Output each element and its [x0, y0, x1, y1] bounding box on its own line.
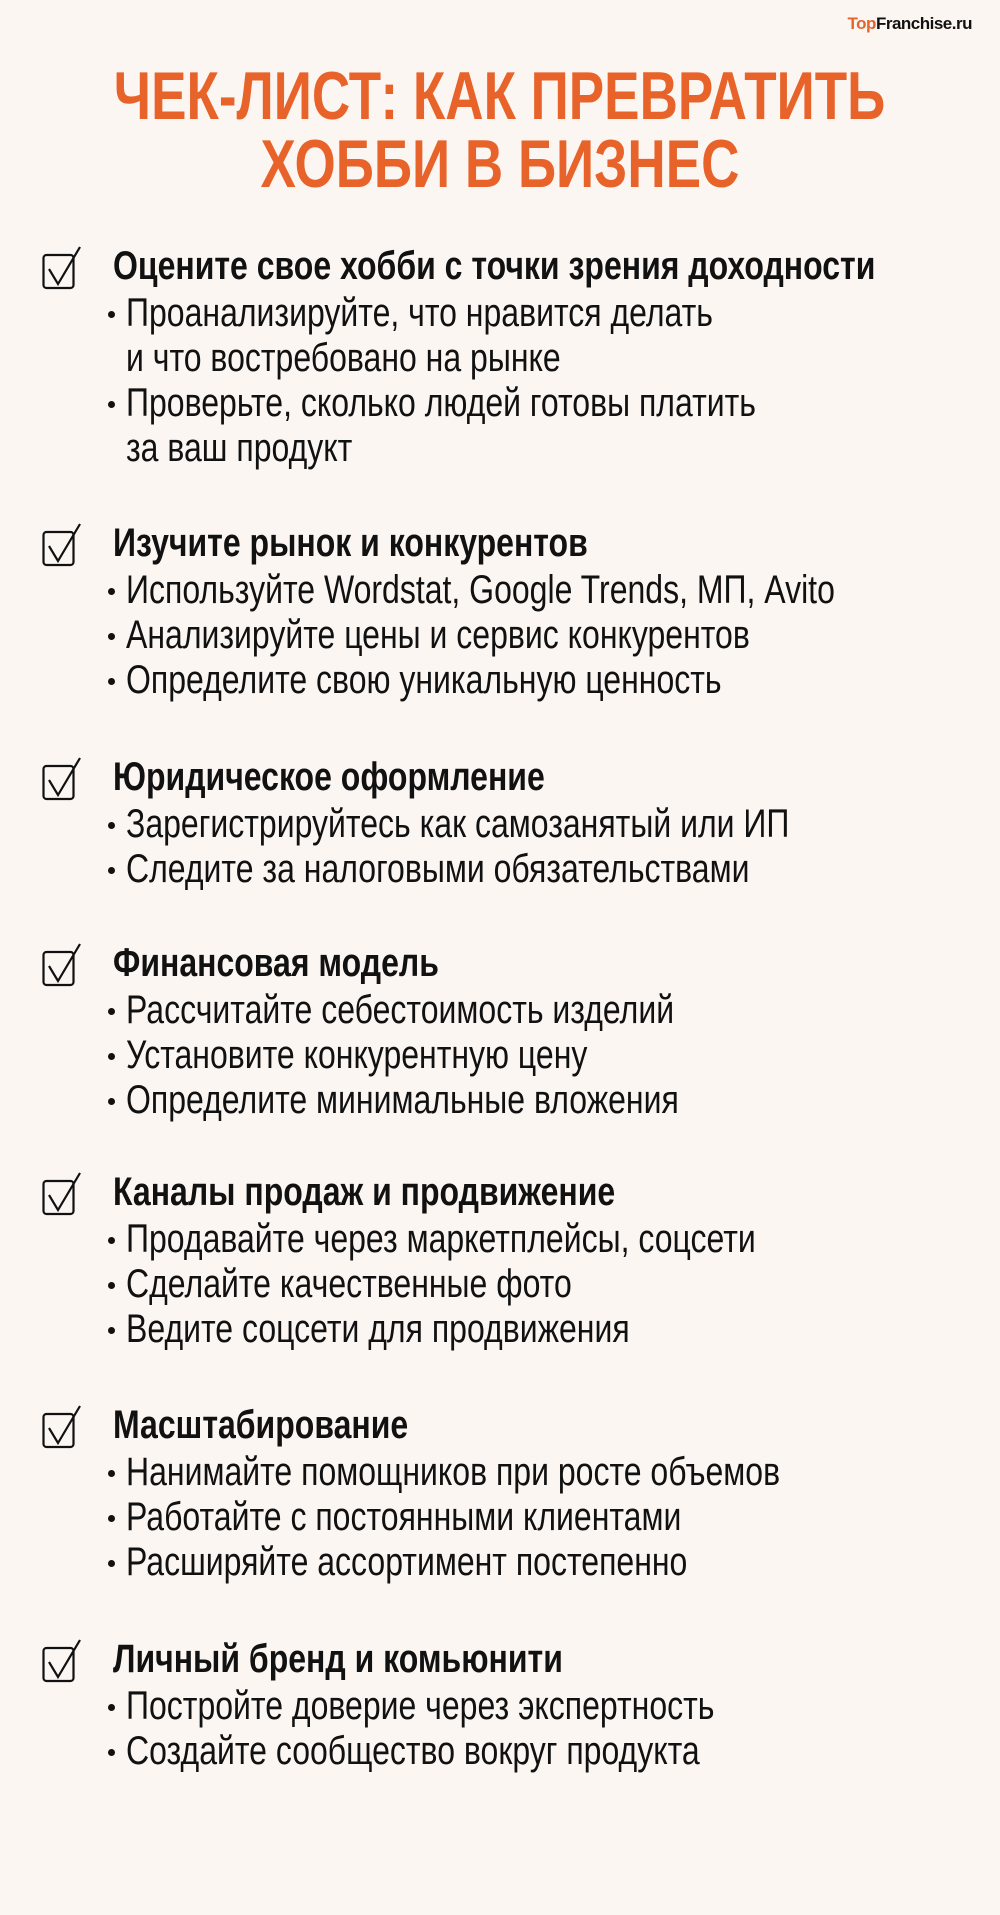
bullet-text: Используйте Wordstat, Google Trends, МП, Avito: [126, 568, 835, 612]
bullet-item: [108, 613, 1000, 658]
logo-franchise: Franchise.ru: [875, 14, 972, 33]
bullet-dot-icon: [108, 401, 115, 408]
logo-top: Top: [847, 14, 876, 33]
checkbox-checked-icon: [42, 942, 82, 988]
section-heading: Юридическое оформление: [113, 755, 545, 799]
bullet-item: [108, 658, 1000, 703]
bullet-item: [108, 1307, 913, 1352]
checkbox-checked-icon: [42, 245, 82, 291]
bullet-text: Ведите соцсети для продвижения: [126, 1307, 630, 1351]
bullet-dot-icon: [108, 311, 115, 318]
bullet-item: [108, 1262, 913, 1307]
bullet-item: [108, 1078, 817, 1123]
bullet-dot-icon: [108, 1749, 115, 1756]
section-heading: Масштабирование: [113, 1403, 409, 1447]
bullet-dot-icon: [108, 1470, 115, 1477]
bullet-text: Сделайте качественные фото: [126, 1262, 572, 1306]
bullet-item: [108, 802, 955, 847]
bullet-text: Работайте с постоянными клиентами: [126, 1495, 682, 1539]
bullet-item: [108, 291, 913, 336]
bullet-text: и что востребовано на рынке: [126, 336, 561, 380]
bullet-dot-icon: [108, 1237, 115, 1244]
brand-logo: [848, 14, 972, 34]
bullet-item: [108, 1217, 913, 1262]
bullet-dot-icon: [108, 678, 115, 685]
bullet-item: [108, 847, 955, 892]
bullet-dot-icon: [108, 867, 115, 874]
bullet-item: [108, 1729, 862, 1774]
bullet-dot-icon: [108, 588, 115, 595]
bullet-item: [108, 988, 817, 1033]
bullet-dot-icon: [108, 1327, 115, 1334]
checkbox-checked-icon: [42, 522, 82, 568]
bullet-text: Установите конкурентную цену: [126, 1033, 588, 1077]
section-heading: Изучите рынок и конкурентов: [113, 521, 588, 565]
bullet-text: Следите за налоговыми обязательствами: [126, 847, 750, 891]
bullet-item: [108, 381, 913, 426]
bullet-dot-icon: [108, 1282, 115, 1289]
bullet-text: Определите минимальные вложения: [126, 1078, 679, 1122]
bullet-dot-icon: [108, 1008, 115, 1015]
title-line-2: ХОББИ В БИЗНЕС: [260, 126, 740, 202]
page-title: [0, 58, 1000, 202]
checkbox-checked-icon: [42, 756, 82, 802]
bullet-text: Анализируйте цены и сервис конкурентов: [126, 613, 750, 657]
bullet-dot-icon: [108, 1053, 115, 1060]
bullet-item: [108, 1450, 944, 1495]
bullet-item: [108, 568, 1000, 613]
section-heading: Каналы продаж и продвижение: [113, 1170, 616, 1214]
bullet-text: Создайте сообщество вокруг продукта: [126, 1729, 700, 1773]
bullet-text: Постройте доверие через экспертность: [126, 1684, 715, 1728]
bullet-text: Проанализируйте, что нравится делать: [126, 291, 713, 335]
section-heading: Оцените свое хобби с точки зрения доходности: [113, 244, 876, 288]
bullet-dot-icon: [108, 1515, 115, 1522]
checkbox-checked-icon: [42, 1171, 82, 1217]
title-line-1: ЧЕК-ЛИСТ: КАК ПРЕВРАТИТЬ: [114, 58, 886, 134]
bullet-text: Определите свою уникальную ценность: [126, 658, 722, 702]
bullet-item: [108, 426, 913, 471]
bullet-dot-icon: [108, 1704, 115, 1711]
checkbox-checked-icon: [42, 1404, 82, 1450]
bullet-text: Продавайте через маркетплейсы, соцсети: [126, 1217, 756, 1261]
bullet-item: [108, 1684, 862, 1729]
bullet-dot-icon: [108, 1560, 115, 1567]
section-heading: Личный бренд и комьюнити: [113, 1637, 563, 1681]
bullet-text: Расширяйте ассортимент постепенно: [126, 1540, 688, 1584]
bullet-item: [108, 1495, 944, 1540]
section-heading: Финансовая модель: [113, 941, 439, 985]
bullet-item: [108, 336, 913, 381]
bullet-dot-icon: [108, 822, 115, 829]
bullet-text: Нанимайте помощников при росте объемов: [126, 1450, 781, 1494]
bullet-item: [108, 1540, 944, 1585]
bullet-text: Проверьте, сколько людей готовы платить: [126, 381, 756, 425]
checkbox-checked-icon: [42, 1638, 82, 1684]
bullet-dot-icon: [108, 633, 115, 640]
bullet-text: Зарегистрируйтесь как самозанятый или ИП: [126, 802, 790, 846]
bullet-text: Рассчитайте себестоимость изделий: [126, 988, 675, 1032]
bullet-dot-icon: [108, 1098, 115, 1105]
bullet-text: за ваш продукт: [126, 426, 353, 470]
bullet-item: [108, 1033, 817, 1078]
